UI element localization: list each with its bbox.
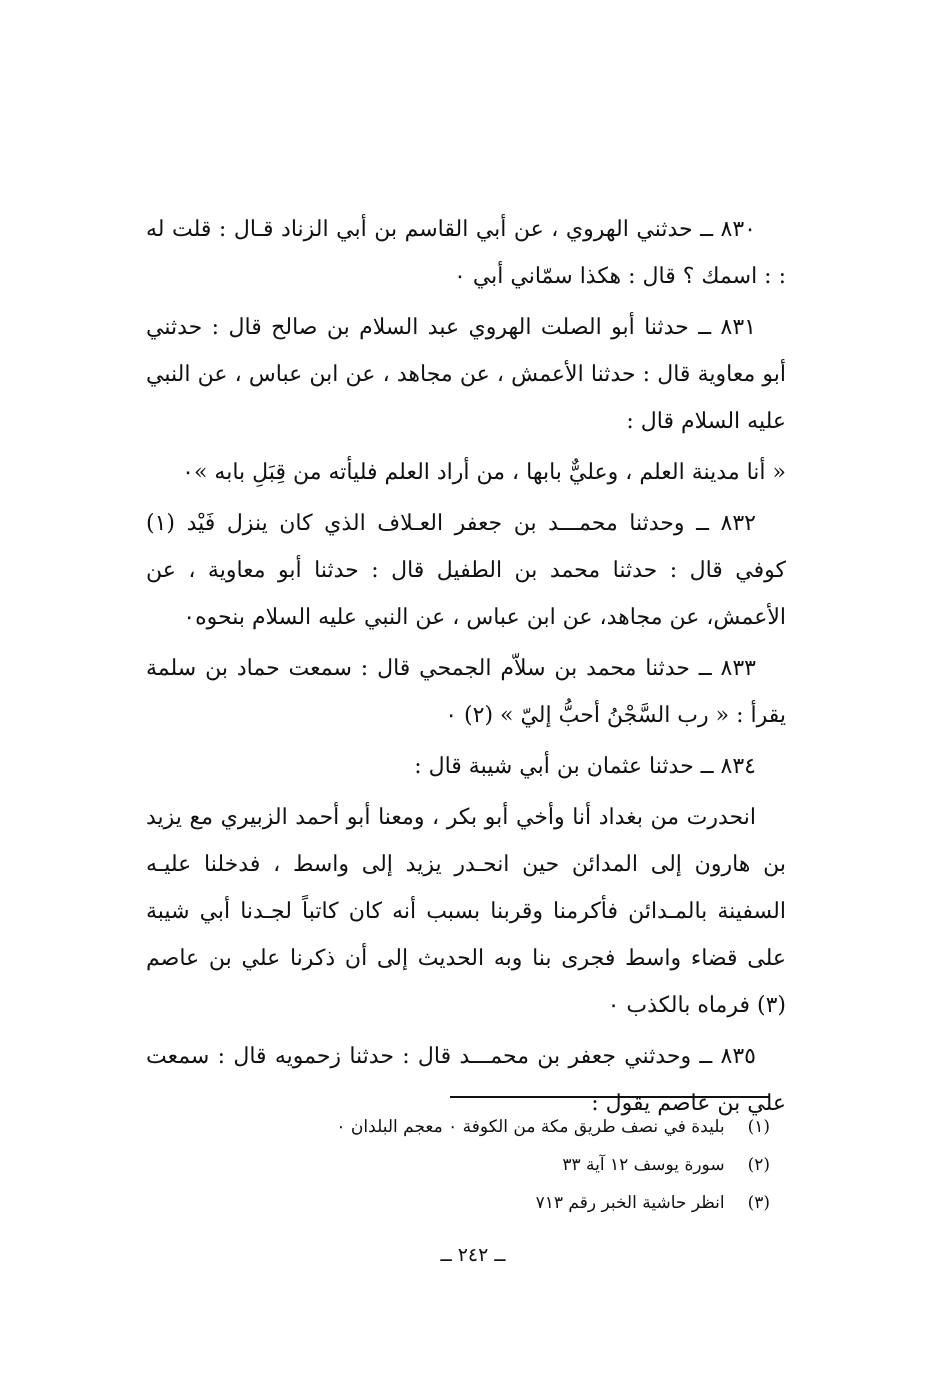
- footnote-mark: (٢): [747, 1155, 770, 1175]
- paragraph-834-narration: انحدرت من بغداد أنا وأخي أبو بكر ، ومعنا أبو أحمد الزبيري مع يزيد بن هارون إلى المدائن حين انحـدر يزيد إلى واسط ، فدخلنا عليـه السفينة بالمـدائن فأكرمنا وقربنا بسبب أنه كان كاتباً لجـدنا أبي شيبة على قضاء واسط فجرى بنا وبه الحديث إلى أن ذكرنا علي بن عاصم (٣) فرماه بالكذب ٠: [146, 805, 786, 1018]
- paragraph-834: ٨٣٤ ــ حدثنا عثمان بن أبي شيبة قال :: [414, 754, 756, 779]
- footnote-mark: (٣): [747, 1193, 770, 1213]
- footnotes: [170, 1108, 770, 1222]
- page-number: ــ ٢٤٢ ــ: [440, 1244, 506, 1266]
- hadith-quote: « أنا مدينة العلم ، وعليٌّ بابها ، من أراد العلم فليأته من قِبَلِ بابه »٠: [182, 460, 786, 485]
- paragraph-833: ٨٣٣ ــ حدثنا محمد بن سلاّم الجمحي قال : سمعت حماد بن سلمة يقرأ : « رب السَّجْنُ أحبُّ إليّ » (٢) ٠: [146, 656, 786, 728]
- paragraph-832: ٨٣٢ ــ وحدثنا محمـــد بن جعفر العـلاف الذي كان ينزل فَيْد (١) كوفي قال : حدثنا محمد بن الطفيل قال : حدثنا أبو معاوية ، عن الأعمش، عن مجاهد، عن ابن عباس ، عن النبي عليه السلام بنحوه٠: [146, 511, 786, 630]
- footnote-3: [170, 1184, 770, 1222]
- footnote-text: بليدة في نصف طريق مكة من الكوفة ٠ معجم البلدان ٠: [336, 1117, 725, 1137]
- paragraph-835: ٨٣٥ ــ وحدثني جعفر بن محمـــد قال : حدثنا زحمويه قال : سمعت علي بن عاصم يقول :: [146, 1044, 786, 1116]
- paragraph-830: ٨٣٠ ــ حدثني الهروي ، عن أبي القاسم بن أبي الزناد قـال : قلت له : : اسمك ؟ قال : هكذا سمّاني أبي ٠: [146, 217, 786, 289]
- footnote-2: [170, 1146, 770, 1184]
- main-text: [146, 206, 786, 1131]
- paragraph-831: ٨٣١ ــ حدثنا أبو الصلت الهروي عبد السلام بن صالح قال : حدثني أبو معاوية قال : حدثنا الأعمش ، عن مجاهد ، عن ابن عباس ، عن النبي عليه السلام قال :: [146, 315, 786, 434]
- footnote-text: انظر حاشية الخبر رقم ٧١٣: [535, 1193, 725, 1213]
- footnote-divider: [450, 1096, 770, 1098]
- footnote-1: [170, 1108, 770, 1146]
- footnote-text: سورة يوسف ١٢ آية ٣٣: [562, 1155, 725, 1175]
- footnote-mark: (١): [747, 1117, 770, 1137]
